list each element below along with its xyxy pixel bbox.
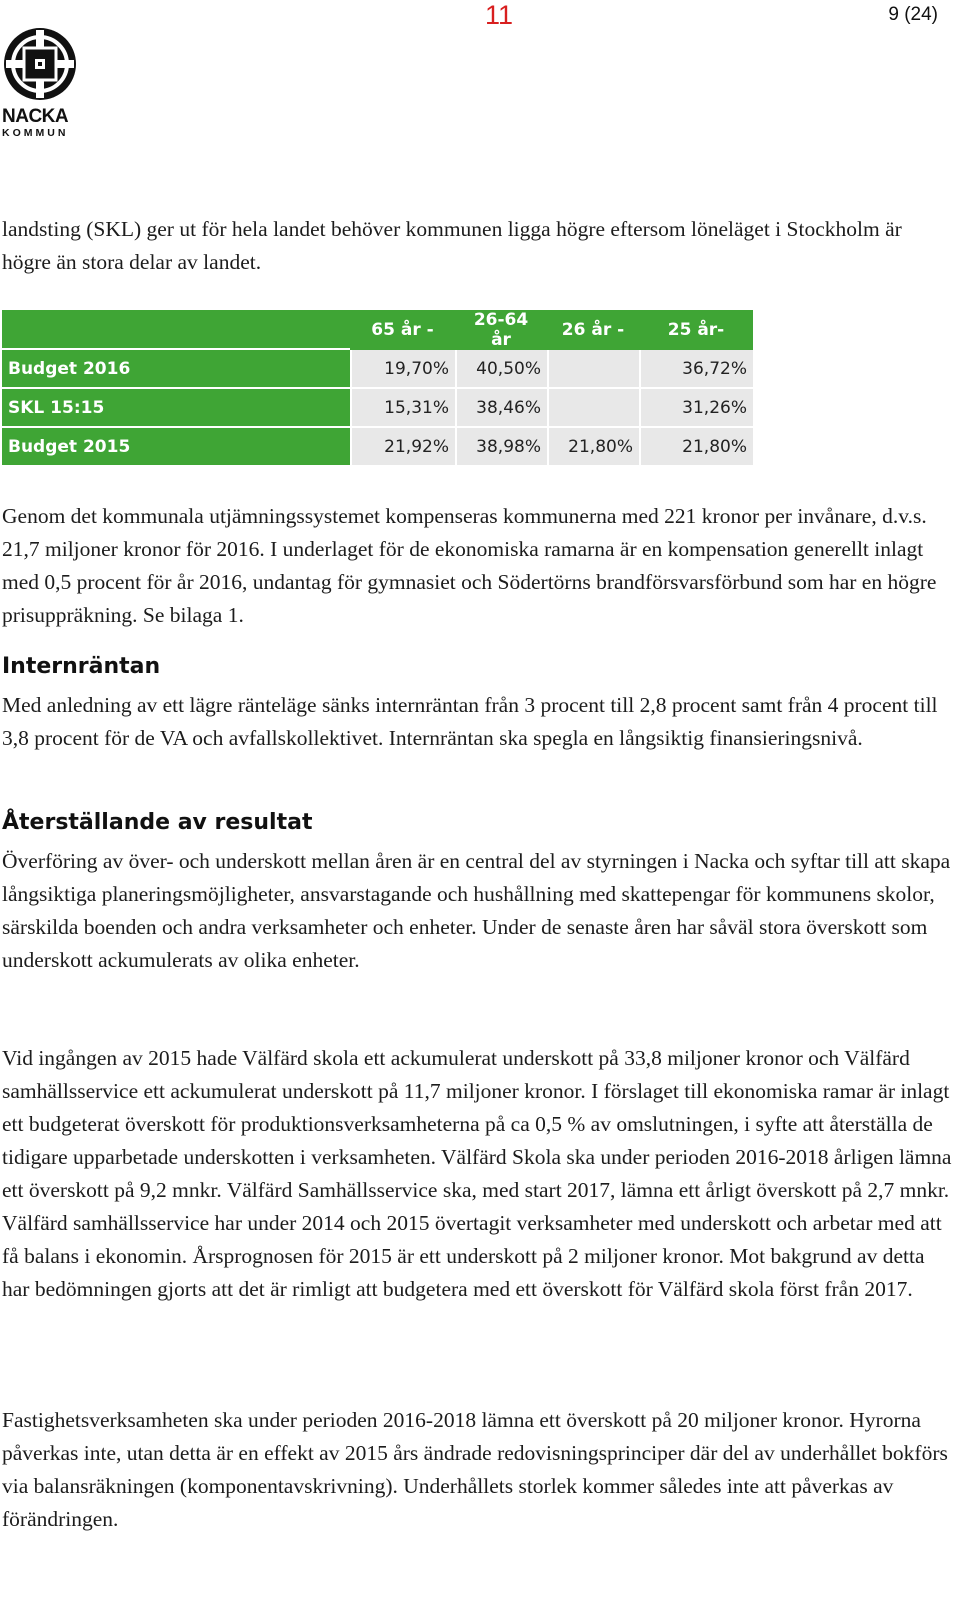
table-cell: 21,80% bbox=[639, 428, 753, 467]
table-header-cell bbox=[2, 310, 350, 350]
table-cell: 15,31% bbox=[350, 389, 455, 428]
table-cell: 31,26% bbox=[639, 389, 753, 428]
table-row-label: Budget 2016 bbox=[2, 350, 350, 389]
table-header-cell: 25 år- bbox=[639, 310, 753, 350]
nacka-logo bbox=[2, 26, 82, 141]
table-cell: 40,50% bbox=[455, 350, 547, 389]
table-row-label: Budget 2015 bbox=[2, 428, 350, 467]
intro-paragraph: landsting (SKL) ger ut för hela landet behöver kommunen ligga högre eftersom löneläget i Stockholm är högre än stora delar av landet. bbox=[2, 217, 902, 274]
table-cell: 38,98% bbox=[455, 428, 547, 467]
table-row-label: SKL 15:15 bbox=[2, 389, 350, 428]
section-heading-internrantan: Internräntan bbox=[2, 654, 161, 679]
table-header-cell: 26 år - bbox=[547, 310, 639, 350]
table-cell: 21,92% bbox=[350, 428, 455, 467]
internrantan-paragraph: Med anledning av ett lägre ränteläge sänks internräntan från 3 procent till 2,8 procent samt från 4 procent till 3,8 procent för de VA och avfallskollektivet. Internräntan ska spegla en långsiktig finansieringsnivå. bbox=[2, 693, 938, 750]
aterstallande-paragraph-3: Fastighetsverksamheten ska under perioden 2016-2018 lämna ett överskott på 20 miljoner kronor. Hyrorna påverkas inte, utan detta är en effekt av 2015 års ändrade redovisningsprinciper där del av underhållet bokförs via balansräkningen (komponentavskrivning). Underhållets storlek kommer således inte att påverkas av förändringen. bbox=[2, 1408, 948, 1531]
red-page-number: 11 bbox=[485, 0, 514, 30]
logo-subtitle: KOMMUN bbox=[2, 127, 69, 139]
logo-name: NACKA bbox=[2, 106, 69, 127]
table-cell bbox=[547, 350, 639, 389]
budget-table bbox=[2, 310, 753, 467]
table-header-row bbox=[2, 310, 753, 350]
table-row bbox=[2, 389, 753, 428]
table-header-cell: 65 år - bbox=[350, 310, 455, 350]
table-cell: 21,80% bbox=[547, 428, 639, 467]
section-heading-aterstallande: Återställande av resultat bbox=[2, 810, 313, 835]
table-cell: 38,46% bbox=[455, 389, 547, 428]
table-cell bbox=[547, 389, 639, 428]
page-counter: 9 (24) bbox=[888, 4, 938, 25]
table-cell: 19,70% bbox=[350, 350, 455, 389]
table-cell: 36,72% bbox=[639, 350, 753, 389]
table-header-cell: 26-64 år bbox=[455, 310, 547, 350]
table-row bbox=[2, 428, 753, 467]
utjamning-paragraph: Genom det kommunala utjämningssystemet kompenseras kommunerna med 221 kronor per invånare, d.v.s. 21,7 miljoner kronor för 2016. I underlaget för de ekonomiska ramarna är en kompensation generellt inlagt med 0,5 procent för år 2016, undantag för gymnasiet och Södertörns brandförsvarsförbund som har en högre prisuppräkning. Se bilaga 1. bbox=[2, 504, 937, 627]
aterstallande-paragraph-1: Överföring av över- och underskott mellan åren är en central del av styrningen i Nacka och syftar till att skapa långsiktiga planeringsmöjligheter, ansvarstagande och hushållning med skattepengar för kommunens skolor, särskilda boenden och andra verksamheter och enheter. Under de senaste åren har såväl stora överskott som underskott ackumulerats av olika enheter. bbox=[2, 849, 951, 972]
table-row bbox=[2, 350, 753, 389]
aterstallande-paragraph-2: Vid ingången av 2015 hade Välfärd skola ett ackumulerat underskott på 33,8 miljoner kronor och Välfärd samhällsservice ett ackumulerat underskott på 11,7 miljoner kronor. I förslaget till ekonomiska ramar är inlagt ett budgeterat överskott för produktionsverksamheterna på ca 0,5 % av omslutningen, i syfte att återställa de tidigare upparbetade underskotten i verksamheten. Välfärd Skola ska under perioden 2016-2018 årligen lämna ett överskott på 9,2 mnkr. Välfärd Samhällsservice ska, med start 2017, lämna ett årligt överskott på 2,7 mnkr. Välfärd samhällsservice har under 2014 och 2015 övertagit verksamheter med underskott och arbetar med att få balans i ekonomin. Årsprognosen för 2015 är ett underskott på 2 miljoner kronor. Mot bakgrund av detta har bedömningen gjorts att det är rimligt att budgetera med ett överskott för Välfärd skola först från 2017. bbox=[2, 1046, 952, 1301]
nacka-emblem-icon bbox=[2, 26, 78, 102]
